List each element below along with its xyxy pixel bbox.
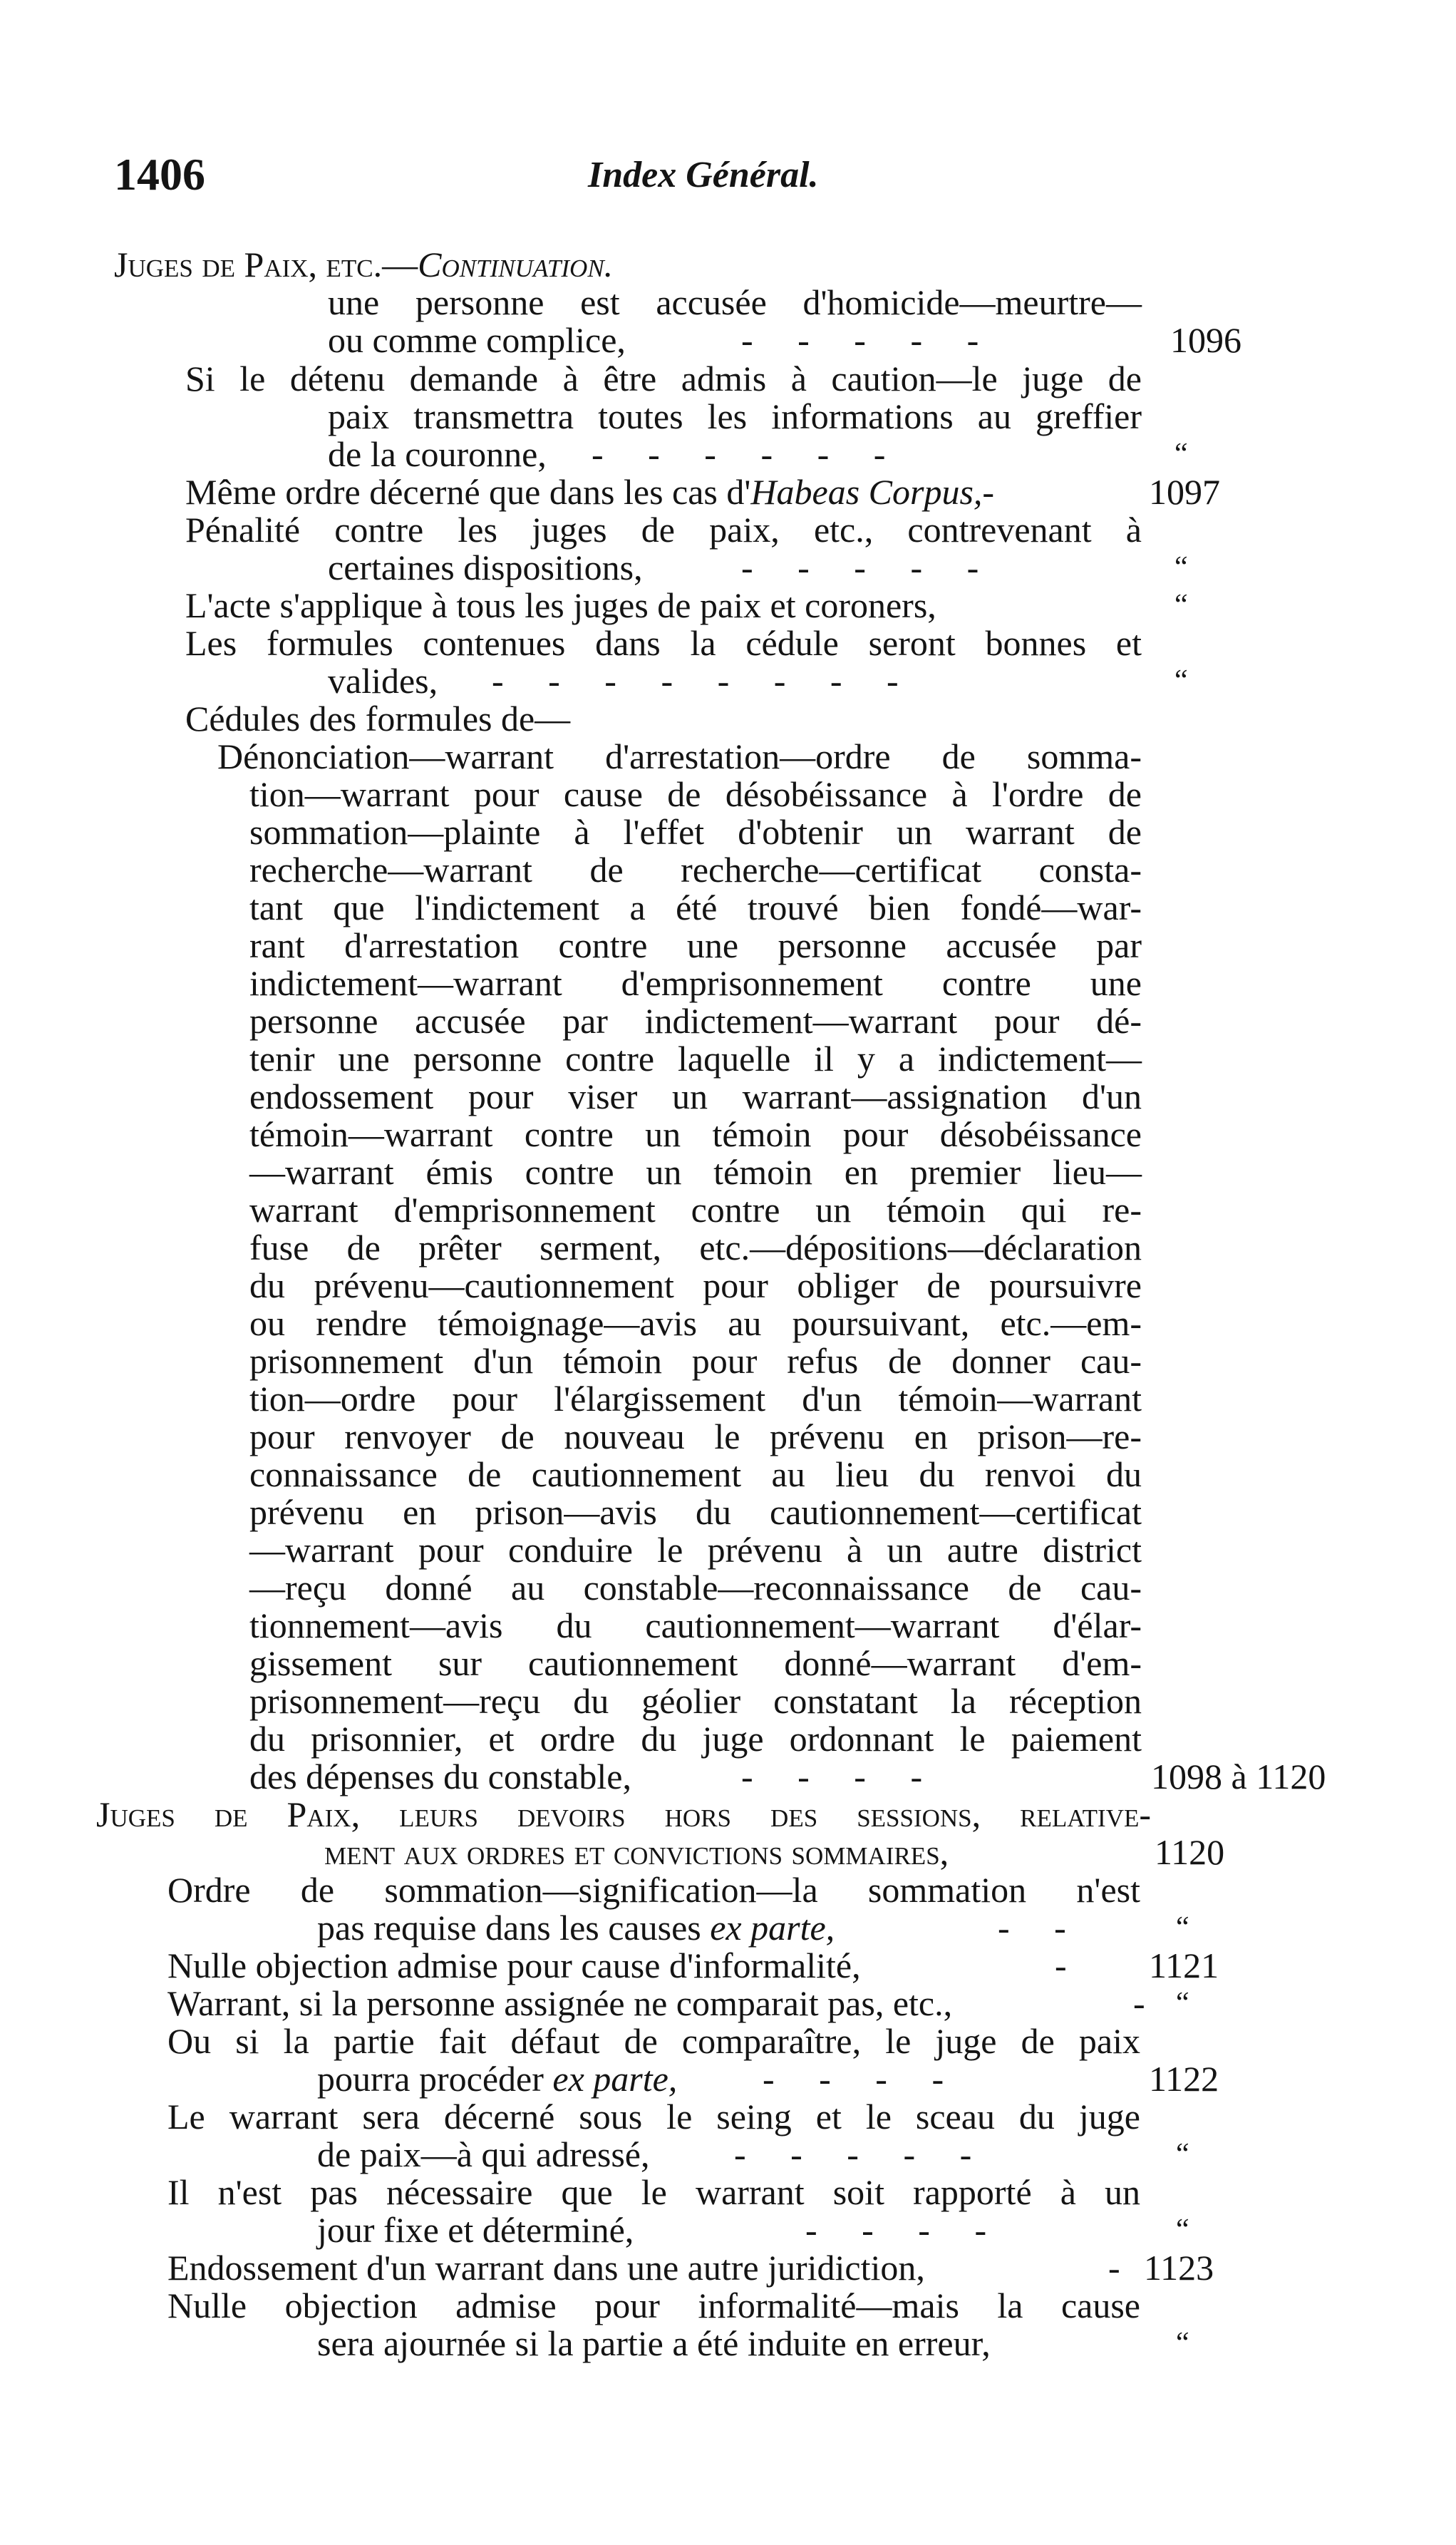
index-line: une personne est accusée d'homicide—meurtre— — [328, 282, 1142, 322]
index-line: Ou si la partie fait défaut de comparaître, le juge de paix — [167, 2021, 1140, 2061]
index-line: connaissance de cautionnement au lieu du renvoi du — [249, 1454, 1142, 1494]
index-line: sommation—plainte à l'effet d'obtenir un warrant de — [249, 812, 1142, 852]
leader-dashes: - - - - - — [734, 2134, 972, 2174]
page-reference: “ — [1174, 664, 1188, 697]
index-line: tant que l'indictement a été trouvé bien fondé—war- — [249, 888, 1142, 927]
index-line: Pénalité contre les juges de paix, etc., contrevenant à — [185, 510, 1142, 550]
index-line: —warrant émis contre un témoin en premier lieu— — [249, 1152, 1142, 1192]
index-line: paix transmettra toutes les informations au greffier — [328, 396, 1142, 436]
index-line: fuse de prêter serment, etc.—dépositions—déclaration — [249, 1228, 1142, 1268]
index-line: ou comme complice, — [328, 320, 626, 360]
leader-dashes: - - - - — [763, 2059, 944, 2099]
index-line: rant d'arrestation contre une personne accusée par — [249, 925, 1142, 965]
leader-dashes: - - - - — [805, 2210, 987, 2250]
index-line: indictement—warrant d'emprisonnement contre une — [249, 963, 1142, 1003]
index-line: personne accusée par indictement—warrant pour dé- — [249, 1001, 1142, 1041]
index-line: Même ordre décerné que dans les cas d'Habeas Corpus,- — [185, 472, 995, 512]
index-line: prévenu en prison—avis du cautionnement—certificat — [249, 1492, 1142, 1532]
index-line: Nulle objection admise pour cause d'informalité, — [167, 1945, 861, 1985]
index-line: sera ajournée si la partie a été induite en erreur, — [317, 2323, 991, 2363]
index-line: Le warrant sera décerné sous le seing et le sceau du juge — [167, 2097, 1140, 2137]
page-number: 1406 — [114, 149, 205, 200]
page-reference: 1097 — [1149, 472, 1220, 512]
index-line: Endossement d'un warrant dans une autre juridiction, — [167, 2248, 925, 2288]
index-line: L'acte s'applique à tous les juges de paix et coroners, — [185, 585, 936, 625]
leader-dashes: - - - - - — [741, 320, 979, 360]
index-line: Juges de Paix, etc.—Continuation. — [114, 245, 614, 284]
index-line: jour fixe et déterminé, — [317, 2210, 634, 2250]
index-line: témoin—warrant contre un témoin pour désobéissance — [249, 1114, 1142, 1154]
index-line: Nulle objection admise pour informalité—mais la cause — [167, 2286, 1140, 2325]
index-line: warrant d'emprisonnement contre un témoin qui re- — [249, 1190, 1142, 1230]
leader-dashes: - - - - — [741, 1757, 923, 1796]
index-line: Juges de Paix, leurs devoirs hors des sessions, relative- — [96, 1794, 1151, 1834]
page-reference: “ — [1176, 1911, 1189, 1944]
index-line: tenir une personne contre laquelle il y a indictement— — [249, 1039, 1142, 1079]
leader-dashes: - - - - - - — [592, 434, 886, 474]
index-line: Il n'est pas nécessaire que le warrant soit rapporté à un — [167, 2172, 1140, 2212]
index-line: Warrant, si la personne assignée ne comparait pas, etc., — [167, 1983, 953, 2023]
page-reference: “ — [1176, 2327, 1189, 2360]
page-reference: 1098 à 1120 — [1151, 1757, 1326, 1796]
index-line: certaines dispositions, — [328, 547, 643, 587]
index-line: prisonnement d'un témoin pour refus de donner cau- — [249, 1341, 1142, 1381]
index-line: tionnement—avis du cautionnement—warrant d'élar- — [249, 1605, 1142, 1645]
index-line: Cédules des formules de— — [185, 699, 571, 739]
page-reference: “ — [1174, 589, 1188, 622]
index-line: Dénonciation—warrant d'arrestation—ordre de somma- — [217, 736, 1142, 776]
leader-dashes: - — [1055, 1945, 1067, 1985]
leader-dashes: - - - - - - - - — [492, 661, 899, 701]
running-title: Index Général. — [588, 155, 819, 195]
index-line: pourra procéder ex parte, — [317, 2059, 678, 2099]
index-line: du prisonnier, et ordre du juge ordonnant le paiement — [249, 1719, 1142, 1759]
index-line: Si le détenu demande à être admis à caution—le juge de — [185, 359, 1142, 399]
leader-dashes: - — [1108, 2248, 1120, 2288]
page-reference: “ — [1176, 2214, 1189, 2246]
index-line: Les formules contenues dans la cédule seront bonnes et — [185, 623, 1142, 663]
index-line: valides, — [328, 661, 438, 701]
index-line: endossement pour viser un warrant—assignation d'un — [249, 1076, 1142, 1116]
index-line: Ordre de sommation—signification—la sommation n'est — [167, 1870, 1140, 1910]
index-line: pour renvoyer de nouveau le prévenu en prison—re- — [249, 1417, 1142, 1456]
index-line: tion—ordre pour l'élargissement d'un témoin—warrant — [249, 1379, 1142, 1419]
page-reference: 1121 — [1149, 1945, 1219, 1985]
index-line: des dépenses du constable, — [249, 1757, 631, 1796]
page-reference: 1122 — [1149, 2059, 1219, 2099]
index-line: gissement sur cautionnement donné—warrant d'em- — [249, 1643, 1142, 1683]
index-line: du prévenu—cautionnement pour obliger de poursuivre — [249, 1265, 1142, 1305]
page-reference: 1096 — [1170, 320, 1241, 360]
index-line: —warrant pour conduire le prévenu à un autre district — [249, 1530, 1142, 1570]
index-line: ment aux ordres et convictions sommaires, — [324, 1832, 949, 1872]
leader-dashes: - - - - - — [741, 547, 979, 587]
page-reference: 1120 — [1155, 1832, 1225, 1872]
page-reference: 1123 — [1144, 2248, 1214, 2288]
page-reference: “ — [1176, 2138, 1189, 2171]
index-line: recherche—warrant de recherche—certificat consta- — [249, 850, 1142, 890]
leader-dashes: - — [1133, 1983, 1145, 2023]
page-reference: “ — [1174, 438, 1188, 471]
index-line: pas requise dans les causes ex parte, — [317, 1908, 835, 1948]
index-line: tion—warrant pour cause de désobéissance à l'ordre de — [249, 774, 1142, 814]
index-line: —reçu donné au constable—reconnaissance de cau- — [249, 1568, 1142, 1608]
leader-dashes: - - — [998, 1908, 1066, 1948]
index-line: de la couronne, — [328, 434, 547, 474]
index-line: de paix—à qui adressé, — [317, 2134, 650, 2174]
page-reference: “ — [1174, 551, 1188, 584]
index-line: ou rendre témoignage—avis au poursuivant, etc.—em- — [249, 1303, 1142, 1343]
page-reference: “ — [1176, 1987, 1189, 2020]
index-line: prisonnement—reçu du géolier constatant la réception — [249, 1681, 1142, 1721]
